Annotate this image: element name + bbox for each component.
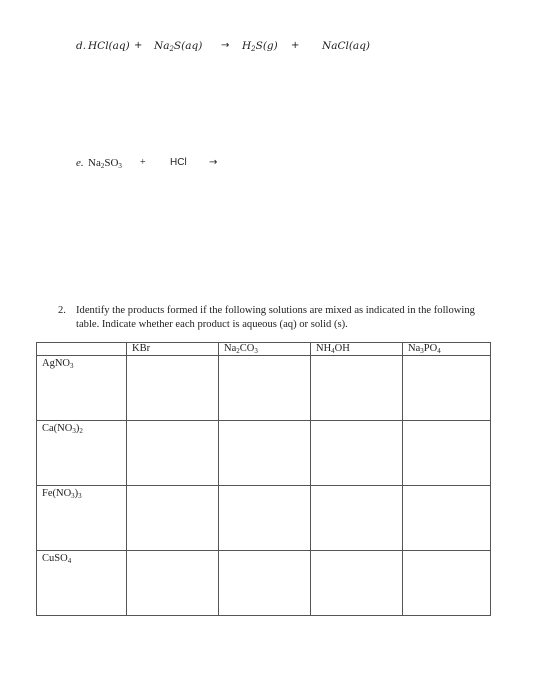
products-table <box>36 342 491 616</box>
question-2-number: 2. <box>58 305 66 316</box>
row-header: $Ca(NO_3)_2$ <box>37 421 127 486</box>
equation-d-product-h2s: $H_2S(g)$ <box>242 40 278 53</box>
equation-d-arrow: → <box>221 40 230 51</box>
question-2-text: Identify the products formed if the following solutions are mixed as indicated in the following table. Indicate whether each product is aqueous (aq) or solid (s). <box>76 305 475 330</box>
answer-cell[interactable] <box>403 421 491 486</box>
answer-cell[interactable] <box>219 421 311 486</box>
equation-d-label: d. <box>76 40 87 52</box>
answer-cell[interactable] <box>311 486 403 551</box>
equation-e-label: e. <box>76 157 84 169</box>
equation-d-product-nacl: NaCl(aq) <box>322 40 371 52</box>
table-row <box>37 356 491 421</box>
table-row <box>37 551 491 616</box>
equation-d-reactant-na2s: $Na_2S(aq)$ <box>154 40 203 53</box>
equation-e-plus: + <box>140 157 146 168</box>
table-corner-cell <box>37 343 127 356</box>
answer-cell[interactable] <box>403 356 491 421</box>
answer-cell[interactable] <box>311 356 403 421</box>
row-header: CuSO$_4$ <box>37 551 127 616</box>
answer-cell[interactable] <box>403 551 491 616</box>
column-header: $Na_2CO_3$ <box>219 343 311 356</box>
table-row <box>37 486 491 551</box>
table-header-row <box>37 343 491 356</box>
equation-e-reactant-na2so3: $Na_2SO_3$ <box>88 157 122 170</box>
equation-d-plus-1: + <box>134 40 143 51</box>
equation-d-plus-2: + <box>291 40 300 51</box>
equation-e-arrow: → <box>209 157 218 168</box>
answer-cell[interactable] <box>219 486 311 551</box>
answer-cell[interactable] <box>219 551 311 616</box>
row-header: $Fe(NO_3)_3$ <box>37 486 127 551</box>
answer-cell[interactable] <box>311 421 403 486</box>
row-header: AgNO$_3$ <box>37 356 127 421</box>
answer-cell[interactable] <box>311 551 403 616</box>
column-header: $NH_4OH$ <box>311 343 403 356</box>
column-header: KBr <box>127 343 219 356</box>
answer-cell[interactable] <box>219 356 311 421</box>
answer-cell[interactable] <box>127 551 219 616</box>
answer-cell[interactable] <box>403 486 491 551</box>
column-header: $Na_3PO_4$ <box>403 343 491 356</box>
equation-d-reactant-hcl: HCl(aq) <box>88 40 130 52</box>
answer-cell[interactable] <box>127 356 219 421</box>
answer-cell[interactable] <box>127 486 219 551</box>
table-row <box>37 421 491 486</box>
answer-cell[interactable] <box>127 421 219 486</box>
equation-e-reactant-hcl: HCl <box>170 157 187 168</box>
